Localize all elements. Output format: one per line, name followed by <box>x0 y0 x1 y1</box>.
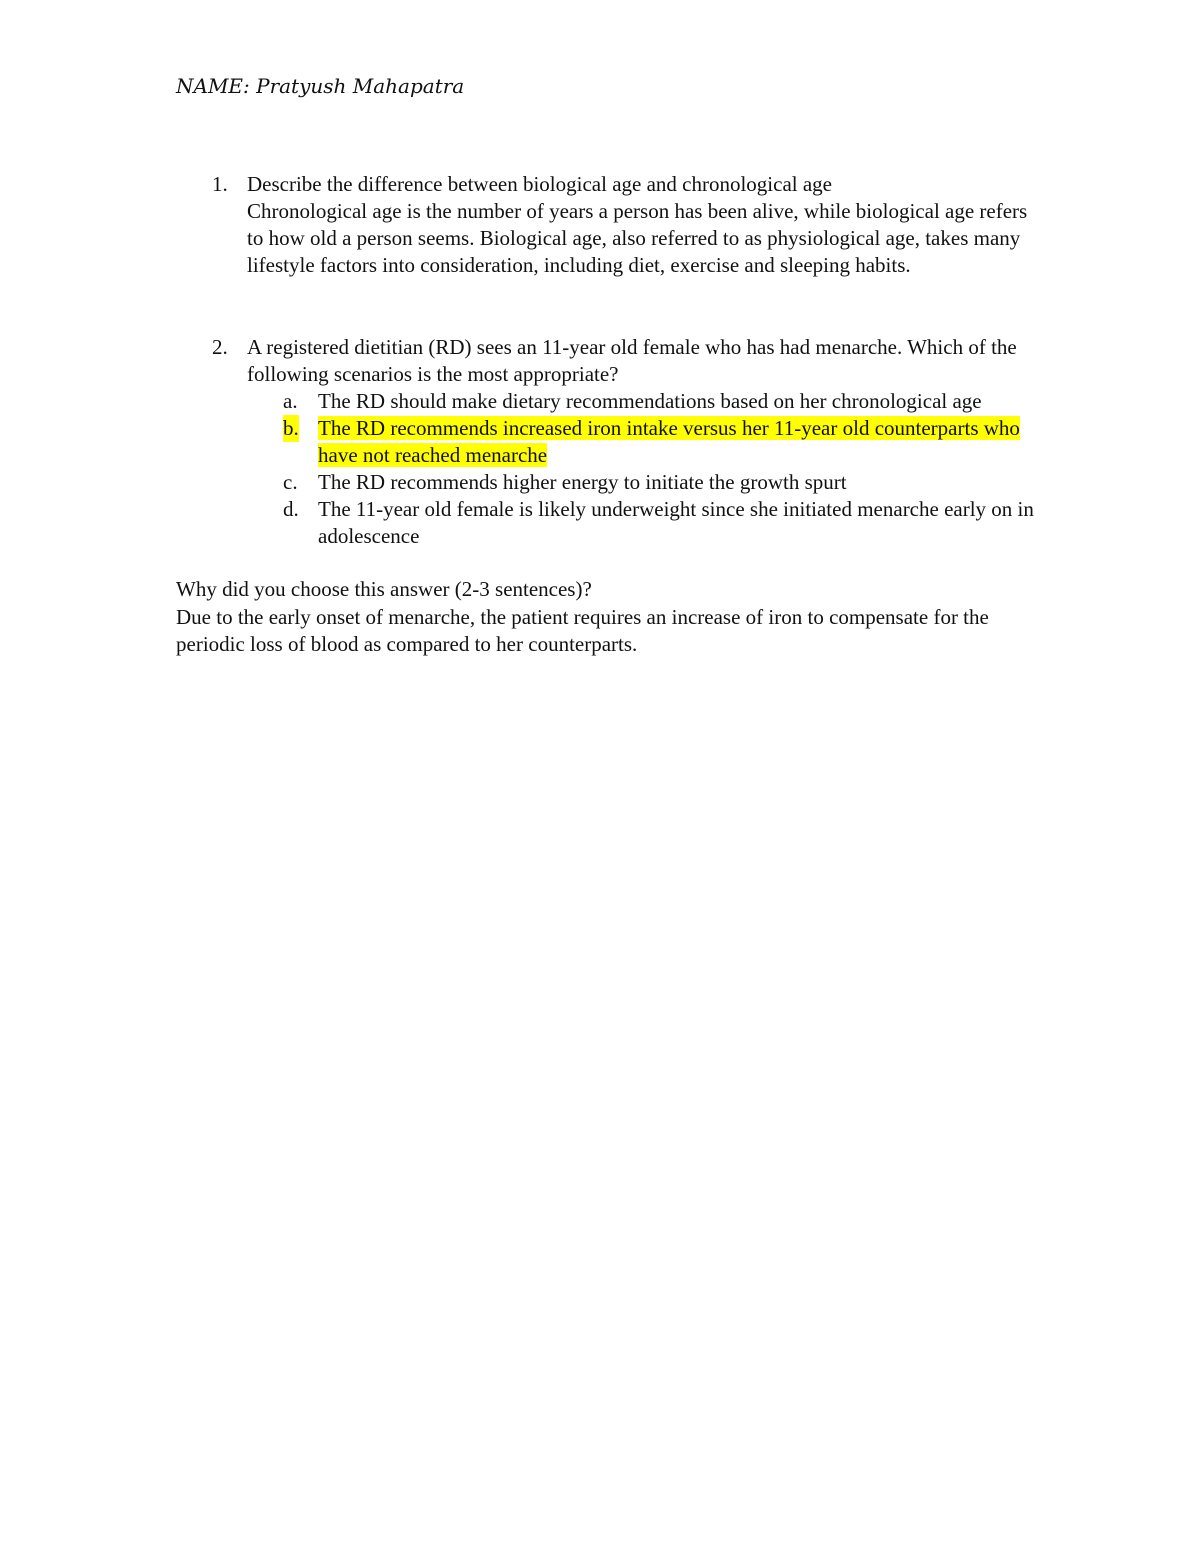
question-2-prompt: A registered dietitian (RD) sees an 11-year old female who has had menarche. Which of the following scenarios is the most appropriate? <box>247 335 1017 386</box>
option-c-text: The RD recommends higher energy to initiate the growth spurt <box>318 470 847 494</box>
question-2 <box>176 334 1036 550</box>
option-d <box>247 496 1037 550</box>
answer-options <box>247 388 1037 550</box>
option-d-letter: d. <box>283 497 299 521</box>
option-a-text: The RD should make dietary recommendations based on her chronological age <box>318 389 982 413</box>
question-2-number: 2. <box>212 335 228 359</box>
option-c <box>247 469 1037 496</box>
question-1-number: 1. <box>212 172 228 196</box>
followup-question: Why did you choose this answer (2-3 sentences)? <box>176 577 592 601</box>
question-1-response: Chronological age is the number of years a person has been alive, while biological age refers to how old a person seems. Biological age, also referred to as physiological age, takes many lifestyle factors into consideration, including diet, exercise and sleeping habits. <box>247 199 1028 277</box>
option-b-letter: b. <box>283 416 299 440</box>
option-d-text: The 11-year old female is likely underweight since she initiated menarche early on in adolescence <box>318 497 1034 548</box>
option-a-letter: a. <box>283 389 298 413</box>
question-1 <box>176 171 1036 279</box>
followup-answer: Due to the early onset of menarche, the patient requires an increase of iron to compensate for the periodic loss of blood as compared to her counterparts. <box>176 605 989 656</box>
option-b <box>247 415 1037 469</box>
option-b-text: The RD recommends increased iron intake versus her 11-year old counterparts who have not reached menarche <box>318 416 1020 467</box>
option-c-letter: c. <box>283 470 298 494</box>
option-a <box>247 388 1037 415</box>
question-1-prompt: Describe the difference between biological age and chronological age <box>247 172 833 196</box>
student-name: NAME: Pratyush Mahapatra <box>176 74 465 98</box>
